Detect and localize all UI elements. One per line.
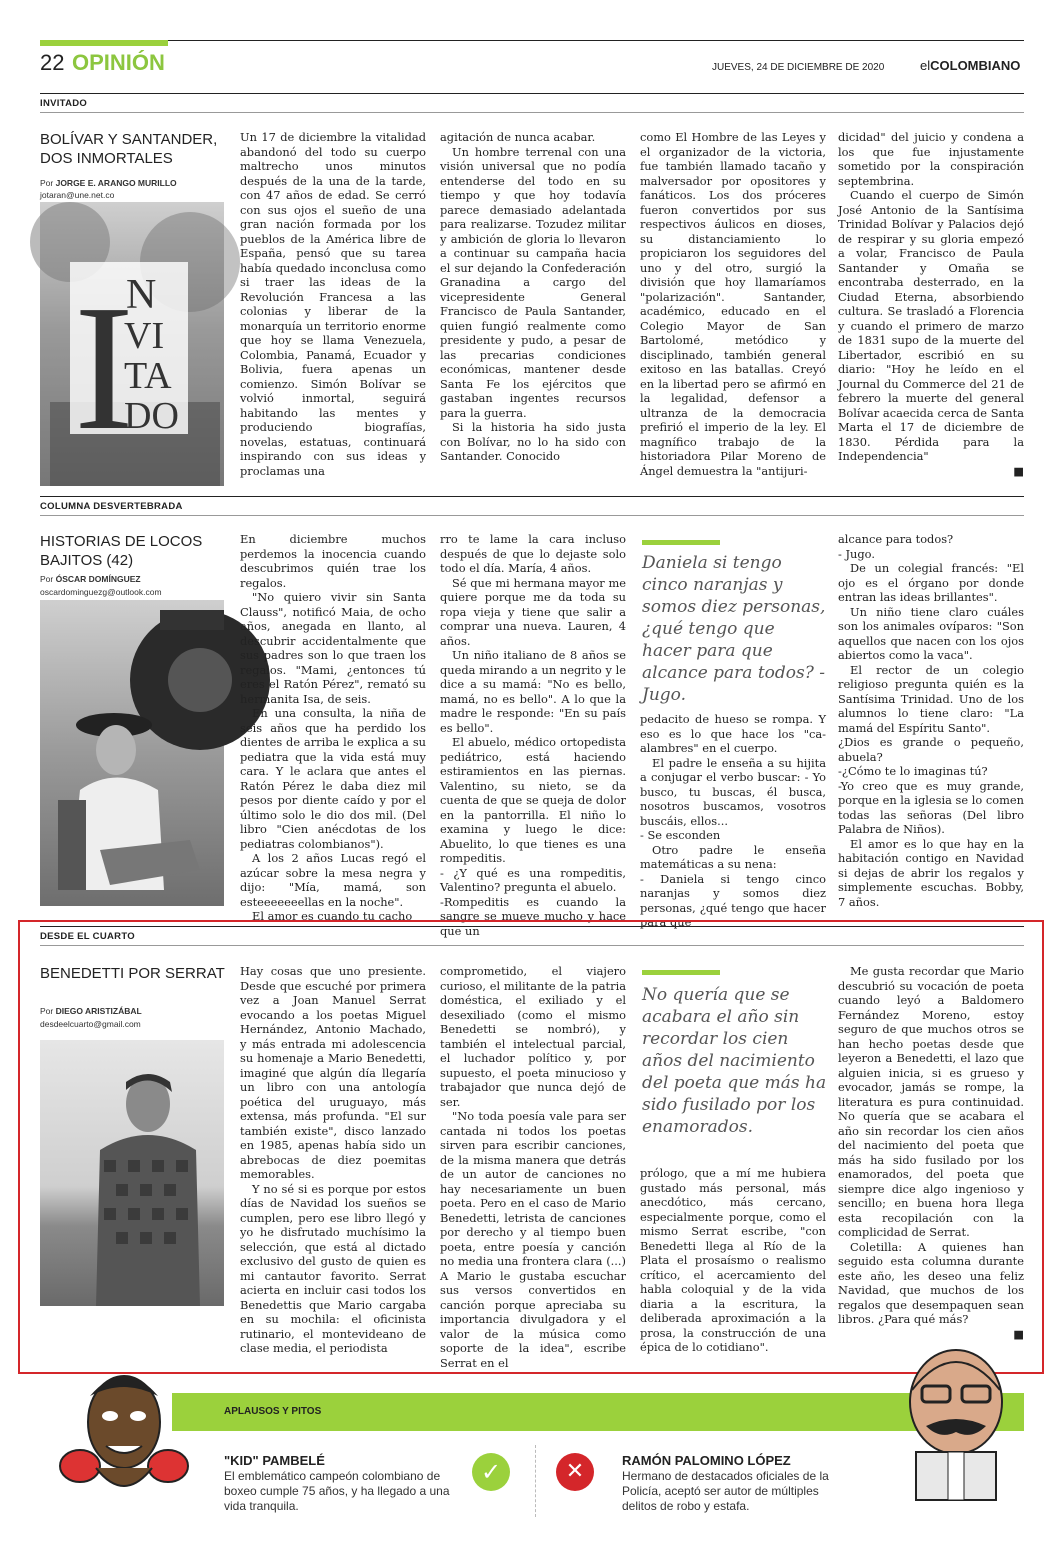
pito-description: Hermano de destacados oficiales de la Policía, aceptó ser autor de múltiples delitos de robo y estafa. (622, 1469, 829, 1513)
end-mark: ■ (1013, 1326, 1024, 1341)
aplauso-description: El emblemático campeón colombiano de boxeo cumple 75 años, y ha llegado a una vida tranquila. (224, 1469, 450, 1513)
section-rule (40, 496, 1024, 497)
column-title: BOLÍVAR Y SANTANDER, DOS INMORTALES (40, 131, 218, 167)
section-title: OPINIÓN (72, 50, 165, 75)
byline: Por JORGE E. ARANGO MURILLO (40, 178, 177, 188)
pull-quote-bar (642, 540, 720, 545)
article-column: prólogo, que a mí me hubiera gustado más personal, más anecdótico, más cercano, especialmente porque, como el mismo Serrat escribe, "con Benedetti llega al Río de la Plata el prosaísmo o realismo crítico, el acercamiento del habla coloquial y de la vida diaria a la escritura, la deliberada aproximación a la prosa, la construcción de una épica de lo cotidiano". (640, 1166, 826, 1354)
byline: Por ÓSCAR DOMÍNGUEZ (40, 574, 141, 584)
article-column: Un 17 de diciembre la vitalidad abandonó del todo su cuerpo maltrecho unos minutos después de la una de la tarde, con 47 años de edad. Se cerró con sus ojos el sueño de una gran nación formada por los pueblos de la América libre de España, pensó que su tarea había quedado inconclusa como si traer las ideas de la Revolución Francesa a las colonias y liberar de la monarquía un territorio enorme que hoy se llama Venezuela, Colombia, Panamá, Ecuador y Bolivia, fuera apenas un comienzo. Simón Bolívar se volvió inmortal, seguirá habitando las mentes y produciendo biografías, novelas, estatuas, continuará inspirando con sus ideas y proclamas una (240, 130, 426, 478)
divider (535, 1445, 536, 1517)
section-subrule (40, 112, 1024, 113)
invitado-logo (40, 202, 224, 486)
article-column: Me gusta recordar que Mario descubrió su vocación de poeta cuando leyó a Baldomero Fernández Moreno, estoy seguro de que muchos otros se han hecho poetas desde que leyeron a Benedetti, el lazo que alguien inicia, si es grueso y evocador, jamás se rompe, la literatura es pura continuidad. No quería que se acabara el año sin recordar los cien años del nacimiento del poeta que más ha sido fusilado por los enamorados, del poeta que siempre dice algo ingenioso y sencillo; en buena hora llega esta recopilación con la complicidad de Serrat. Coletilla: A quienes han seguido esta columna durante este año, les deseo una feliz Navidad, que muchos de los regalos que desempaquen sean libros. ¿Para qué más? ■ (838, 964, 1024, 1341)
author-email[interactable]: oscardominguezg@outlook.com (40, 587, 162, 597)
article-column: En diciembre muchos perdemos la inocencia cuando descubrimos quién trae los regalos. "No quiero vivir sin Santa Clauss", notificó Maia, de ocho años, anegada en llanto, al descubrir accidentalmente que sus padres son lo que traen los regalos. "Mami, ¿entonces tú eres el Ratón Pérez", remató su hermanita Isa, de seis. En una consulta, la niña de seis años que ha perdido los dientes de arriba le explica a su pediatra que la vida está muy cara. Y le aclara que antes el Ratón Pérez le daba diez mil pesos por diente caído y por el último solo le dio dos mil. (Del libro "Cien anécdotas de los pediatras colombianos"). A los 2 años Lucas regó el azúcar sobre la mesa negra y dijo: "Mía, mamá, son esteeeeeeellas en la noche". El amor es cuando tu cacho (240, 532, 426, 923)
aplausos-label: APLAUSOS Y PITOS (224, 1406, 322, 1417)
boxer-caricature (60, 1356, 188, 1504)
pull-quote: No quería que se acabara el año sin recordar los cien años del nacimiento del poeta que más ha sido fusilado por los enamorados. (642, 985, 827, 1137)
article-column: Hay cosas que uno presiente. Desde que escuché por primera vez a Joan Manuel Serrat evocando a los poetas Miguel Hernández, Antonio Machado, y más entrada mi adolescencia su homenaje a Mario Benedetti, imaginé que algún día llegaría un libro con una antología poética del uruguayo, más extensa, más profunda. "El sur también existe", disco lanzado en 1985, apenas había sido un abrebocas de diez poemitas memorables. Y no sé si es porque por estos días de Navidad los sueños se cumplen, pero ese libro llegó y yo he disfrutado muchísimo la selección, que está al dictado exclusivo del gusto de quien es mi cantautor favorito. Serrat acierta en incluir casi todos los Benedettis que Mario cargaba en su mochila: el oficinista rutinario, el montevideano de clase media, el periodista (240, 964, 426, 1355)
section-label-desde-el-cuarto: DESDE EL CUARTO (40, 931, 135, 942)
svg-text:DO: DO (124, 395, 179, 437)
page-number: 22 (40, 50, 65, 75)
author-email[interactable]: jotaran@une.net.co (40, 190, 115, 200)
svg-text:N: N (126, 272, 157, 318)
logo-big-letter: I (74, 268, 134, 467)
section-label-desvertebrada: COLUMNA DESVERTEBRADA (40, 501, 183, 512)
section-rule (40, 926, 1024, 927)
author-photo-elderly-man (40, 600, 224, 906)
article-column: como El Hombre de las Leyes y el organizador de la victoria, fue también llamado tacaño y malversador por opositores y fanáticos. Los dos próceres fueron convertidos por sus respectivos áulicos en dioses, su distanciamiento lo propiciaron los seguidores del uno y del otro, surgió la división que hoy llamaríamos "polarización". Santander, académico, educado en el Colegio Mayor de San Bartolomé, metódico y disciplinado, también general exitoso en las batallas. Creyó en la libertad pero se afirmó en la legalidad, defensor a ultranza de la democracia prefirió el imperio de la ley. El magnífico trabajo de la historiadora Pilar Moreno de Ángel demuestra la "antijuri- (640, 130, 826, 478)
header-rule (40, 40, 1024, 41)
section-subrule (40, 945, 1024, 946)
article-column: rro te lame la cara incluso después de que lo dejaste solo todo el día. María, 4 años. Sé que mi hermana mayor me quiere porque me da toda su ropa vieja y tiene que salir a comprar una nueva. Lauren, 4 años. Un niño italiano de 8 años se queda mirando a un negrito y le dice a su mamá: "No es bello, mamá, no es bello". A lo que la madre le responde: "En su país es bello". El abuelo, médico ortopedista pediátrico, está haciendo estiramientos en las piernas. Valentino, su nieto, se da cuenta de que se queja de dolor en la pantorrilla. El niño lo examina y luego le dice: Abuelito, lo que tienes es una rompeditis. - ¿Y qué es una rompeditis, Valentino? pregunta el abuelo. -Rompeditis es cuando la sangre se mueve mucho y hace que un (440, 532, 626, 938)
svg-text:VI: VI (124, 315, 165, 357)
article-column: dicidad" del juicio y condena a los que fue injustamente sometido por la conspiración septembrina. Cuando el cuerpo de Simón José Antonio de la Santísima Trinidad Bolívar y Palacios dejó de respirar y su gloria empezó a volar, Francisco de Paula Santander y Omaña se encontraba desterrado, en la Ciudad Eterna, absorbiendo cultura. Se trasladó a Florencia y cuando el primero de marzo de 1831 supo de la muerte del Libertador, escribió en su diario: "Hoy he leído en el Journal du Commerce del 21 de febrero la muerte del general Bolívar acaecida cerca de Santa Marta el 17 de diciembre de 1830. Pérdida para la Independencia" ■ (838, 130, 1024, 478)
invitado-photo (40, 202, 224, 486)
section-label-invitado: INVITADO (40, 98, 88, 109)
article-column: pedacito de hueso se rompa. Y eso es lo que hace los "ca-alambres" en el cuerpo. El padre le enseña a su hijita a conjugar el verbo buscar: - Yo busco, tu buscas, él busca, nosotros buscamos, vosotros buscáis, ellos... - Se esconden Otro padre le enseña matemáticas a su nena: - Daniela si tengo cinco naranjas y somos diez personas, ¿qué tengo que hacer para que (640, 712, 826, 929)
pull-quote-bar (642, 970, 720, 975)
section-rule (40, 93, 1024, 94)
dateline: JUEVES, 24 DE DICIEMBRE DE 2020 (712, 62, 885, 73)
svg-text:TA: TA (124, 355, 172, 397)
aplauso-name: "KID" PAMBELÉ (224, 1453, 325, 1468)
pito-name: RAMÓN PALOMINO LÓPEZ (622, 1453, 791, 1468)
column-title: HISTORIAS DE LOCOS BAJITOS (42) (40, 533, 203, 569)
end-mark: ■ (1013, 463, 1024, 478)
section-subrule (40, 515, 1024, 516)
mustache-man-caricature (892, 1340, 1020, 1500)
section-accent-bar (40, 40, 168, 46)
article-column: comprometido, el viajero curioso, el militante de la patria doméstica, el exiliado y el desexiliado (como el mismo Benedetti se nombró), y también el intelectual parcial, el luchador político y, por supuesto, el poeta minucioso y trabajador que nunca dejó de ser. "No toda poesía vale para ser cantada ni todos los poetas sirven para escribir canciones, de la misma manera que detrás de un autor de canciones no hay necesariamente un buen poeta. Pero en el caso de Mario Benedetti, letrista de canciones por derecho y al tiempo buen poeta, entre poesía y canción no media una frontera clara (...) A Mario le gustaba escuchar sus versos convertidos en canción porque apreciaba su importancia divulgadora y el valor de la música como soporte de la idea", escribe Serrat en el (440, 964, 626, 1370)
article-column: alcance para todos? - Jugo. De un colegial francés: "El ojo es el órgano por donde entran las ideas brillantes". Un niño tiene claro cuáles son los animales ovíparos: "Son aquellos que nacen con los ojos abiertos como la vaca". El rector de un colegio religioso pregunta quién es la Santísima Trinidad. Uno de los alumnos lo tiene claro: "La mamá del Espíritu Santo". ¿Dios es grande o pequeño, abuela? -¿Cómo te lo imaginas tú? -Yo creo que es muy grande, porque en la iglesia se lo comen todas las señoras (Del libro Palabra de Niños). El amor es lo que hay en la habitación contigo en Navidad si dejas de abrir los regalos y simplemente escuchas. Bobby, 7 años. (838, 532, 1024, 909)
pull-quote: Daniela si tengo cinco naranjas y somos diez personas, ¿qué tengo que hacer para que alcance para todos? - Jugo. (642, 553, 826, 705)
newspaper-brand: elCOLOMBIANO (920, 58, 1021, 73)
cross-icon: ✕ (556, 1453, 594, 1491)
check-icon: ✓ (472, 1453, 510, 1491)
byline: Por DIEGO ARISTIZÁBAL (40, 1006, 142, 1016)
column-title: BENEDETTI POR SERRAT (40, 965, 225, 982)
author-photo-young-man (40, 1040, 224, 1306)
article-column: agitación de nunca acabar. Un hombre terrenal con una visión universal que no podía entenderse del todo en su tiempo y que hoy todavía parece demasiado adelantada para realizarse. Tozudez militar y ambición de gloria lo llevaron a continuar su campaña hacia el sur dejando la Confederación Granadina a cargo del vicepresidente General Francisco de Paula Santander, quien fungió realmente como presidente y pudo, a pesar de las precarias condiciones económicas, mantener desde Santa Fe los ejércitos que gastaban ingentes recursos para la guerra. Si la historia ha sido justa con Bolívar, no lo ha sido con Santander. Conocido (440, 130, 626, 463)
author-email[interactable]: desdeelcuarto@gmail.com (40, 1019, 141, 1029)
